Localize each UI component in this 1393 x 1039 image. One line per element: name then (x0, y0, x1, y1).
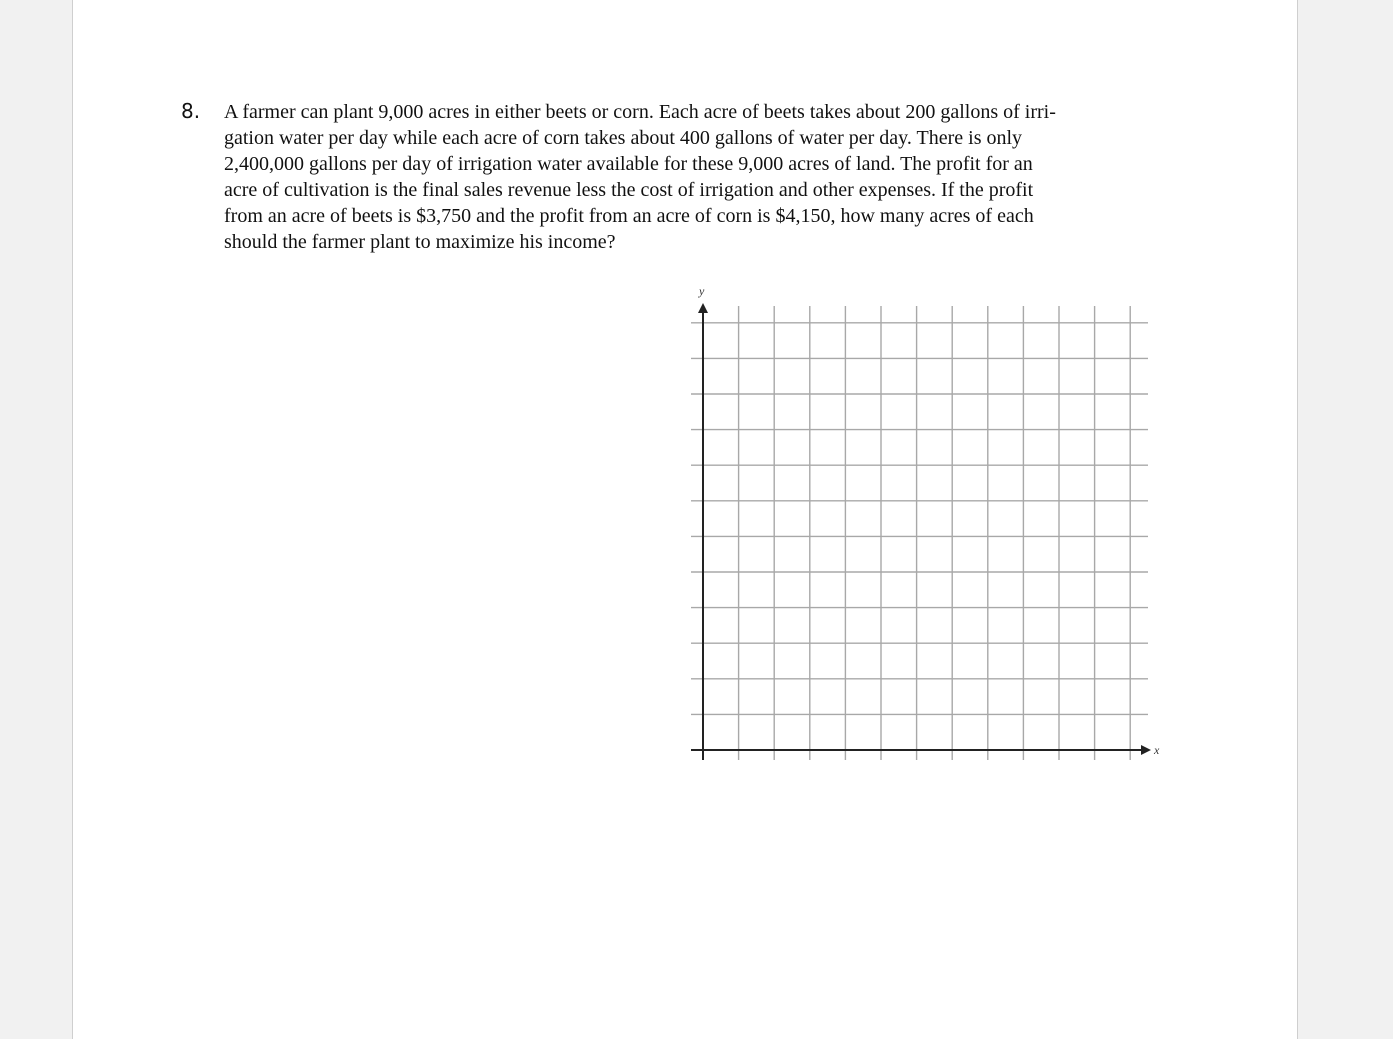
y-axis-arrowhead (698, 303, 708, 313)
problem-line-4: acre of cultivation is the final sales revenue less the cost of irrigation and other expenses. If the profit (224, 179, 1034, 201)
problem-line-2: gation water per day while each acre of corn takes about 400 gallons of water per day. There is only (224, 127, 1023, 149)
y-axis-label: y (699, 284, 705, 298)
problem-line-6: should the farmer plant to maximize his income? (224, 231, 616, 253)
problem-line-3: 2,400,000 gallons per day of irrigation water available for these 9,000 acres of land. The profit for an (224, 153, 1033, 175)
axes (691, 303, 1151, 760)
problem-number: 8. (181, 99, 201, 123)
problem-line-1: A farmer can plant 9,000 acres in either beets or corn. Each acre of beets takes about 200 gallons of irri- (224, 101, 1056, 123)
x-axis-label: x (1154, 743, 1160, 757)
grid-lines (691, 306, 1148, 760)
x-axis-arrowhead (1141, 745, 1151, 755)
problem-line-5: from an acre of beets is $3,750 and the profit from an acre of corn is $4,150, how many acres of each (224, 205, 1034, 227)
